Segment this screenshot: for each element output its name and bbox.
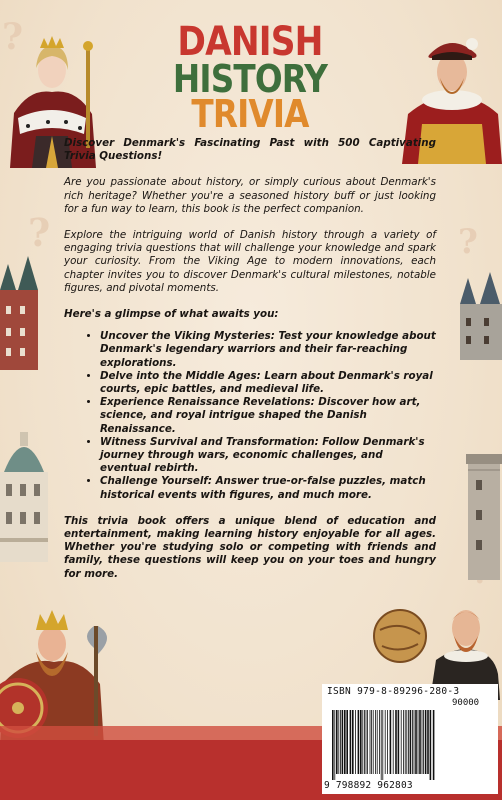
barcode-bar (340, 710, 341, 774)
feature-item: • Uncover the Viking Mysteries: Test your knowledge about Denmark's legendary warriors and their far-reaching explorations. (100, 330, 436, 370)
intro-paragraph-2: Explore the intriguing world of Danish history through a variety of engaging trivia questions that will challenge your knowledge and spark your curiosity. From the Viking Age to modern innovations, each chapter invites you to discover Denmark's cultural milestones, notable figures, and pivotal moments. (64, 229, 436, 294)
barcode-bar (364, 710, 365, 774)
feature-list (64, 330, 436, 502)
barcode-bar (360, 710, 362, 774)
barcode-bar (352, 710, 354, 774)
barcode-bar (334, 710, 335, 780)
barcode-bar (350, 710, 352, 774)
barcode-bar (415, 710, 417, 774)
barcode-bar (398, 710, 400, 774)
barcode-bar (346, 710, 348, 774)
barcode-bars (330, 710, 490, 780)
title-history: HISTORY (172, 57, 328, 101)
intro-headline: Discover Denmark's Fascinating Past with 500 Captivating Trivia Questions! (64, 137, 436, 163)
barcode-bar (342, 710, 344, 774)
barcode-bar (403, 710, 404, 774)
price-code: 90000 (452, 698, 480, 708)
feature-item: • Delve into the Middle Ages: Learn about Denmark's royal courts, epic battles, and medieval life. (100, 370, 436, 396)
barcode-bar (433, 710, 435, 780)
barcode-bar (395, 710, 397, 774)
barcode-bar (382, 710, 383, 780)
barcode-bar (371, 710, 372, 774)
barcode-bar (393, 710, 394, 774)
barcode-bar (355, 710, 356, 774)
barcode-bar (414, 710, 415, 774)
barcode-bar (418, 710, 419, 774)
barcode-bar (338, 710, 339, 774)
barcode-number: 9 798892 962803 (324, 780, 413, 791)
barcode-bar (332, 710, 334, 780)
barcode-bar (425, 710, 427, 774)
barcode-bar (422, 710, 423, 774)
barcode-bar (377, 710, 378, 774)
barcode-bar (375, 710, 376, 774)
tower-illustration (462, 440, 502, 580)
palace-illustration (0, 412, 52, 562)
barcode-bar (385, 710, 386, 774)
barcode-bar (430, 710, 432, 780)
barcode-bar (423, 710, 424, 774)
castle-illustration (0, 250, 44, 370)
barcode-bar (373, 710, 374, 774)
feature-item: • Witness Survival and Transformation: Follow Denmark's journey through wars, economic challenges, and eventual rebirth. (100, 436, 436, 476)
question-mark-decor: ? (28, 210, 51, 255)
closing-paragraph: This trivia book offers a unique blend of education and entertainment, making learning history enjoyable for all ages. Whether you're studying solo or competing with friends and family, these questions will keep you on your toes and hungry for more. (64, 514, 436, 580)
barcode-bar (381, 710, 382, 780)
feature-item: • Experience Renaissance Revelations: Discover how art, science, and royal intrigue shaped the Danish Renaissance. (100, 396, 436, 436)
barcode-bar (412, 710, 413, 774)
barcode-bar (408, 710, 409, 774)
barcode-bar (410, 710, 412, 774)
intro-paragraph-1: Are you passionate about history, or simply curious about Denmark's rich heritage? Whether you're a seasoned history buff or just looking for a fun way to learn, this book is the perfect companion. (64, 176, 436, 215)
viking-illustration (0, 596, 120, 746)
barcode-bar (370, 710, 371, 774)
barcode-bar (419, 710, 421, 774)
barcode-bar (387, 710, 388, 774)
question-mark-decor: ? (458, 222, 478, 262)
title-danish: DANISH (177, 19, 323, 65)
barcode-bar (336, 710, 338, 774)
barcode-bar (367, 710, 368, 774)
barcode-bar (427, 710, 429, 774)
glimpse-heading: Here's a glimpse of what awaits you: (64, 308, 279, 321)
feature-item: • Challenge Yourself: Answer true-or-false puzzles, match historical events with figures, and much more. (100, 475, 436, 501)
question-mark-decor: ? (2, 16, 24, 58)
barcode-bar (344, 710, 346, 774)
barcode-bar (366, 710, 367, 774)
barcode-bar (405, 710, 406, 774)
barcode-bar (379, 710, 380, 774)
text-block (64, 137, 436, 581)
barcode-bar (401, 710, 402, 774)
title-trivia: TRIVIA (191, 92, 309, 136)
isbn-text: ISBN 979-8-89296-280-3 (327, 686, 460, 697)
barcode-bar (362, 710, 363, 774)
castle-illustration (454, 270, 502, 360)
barcode-bar (358, 710, 360, 774)
barcode-bar (406, 710, 407, 774)
barcode-bar (390, 710, 392, 774)
barcode-box (322, 684, 498, 794)
